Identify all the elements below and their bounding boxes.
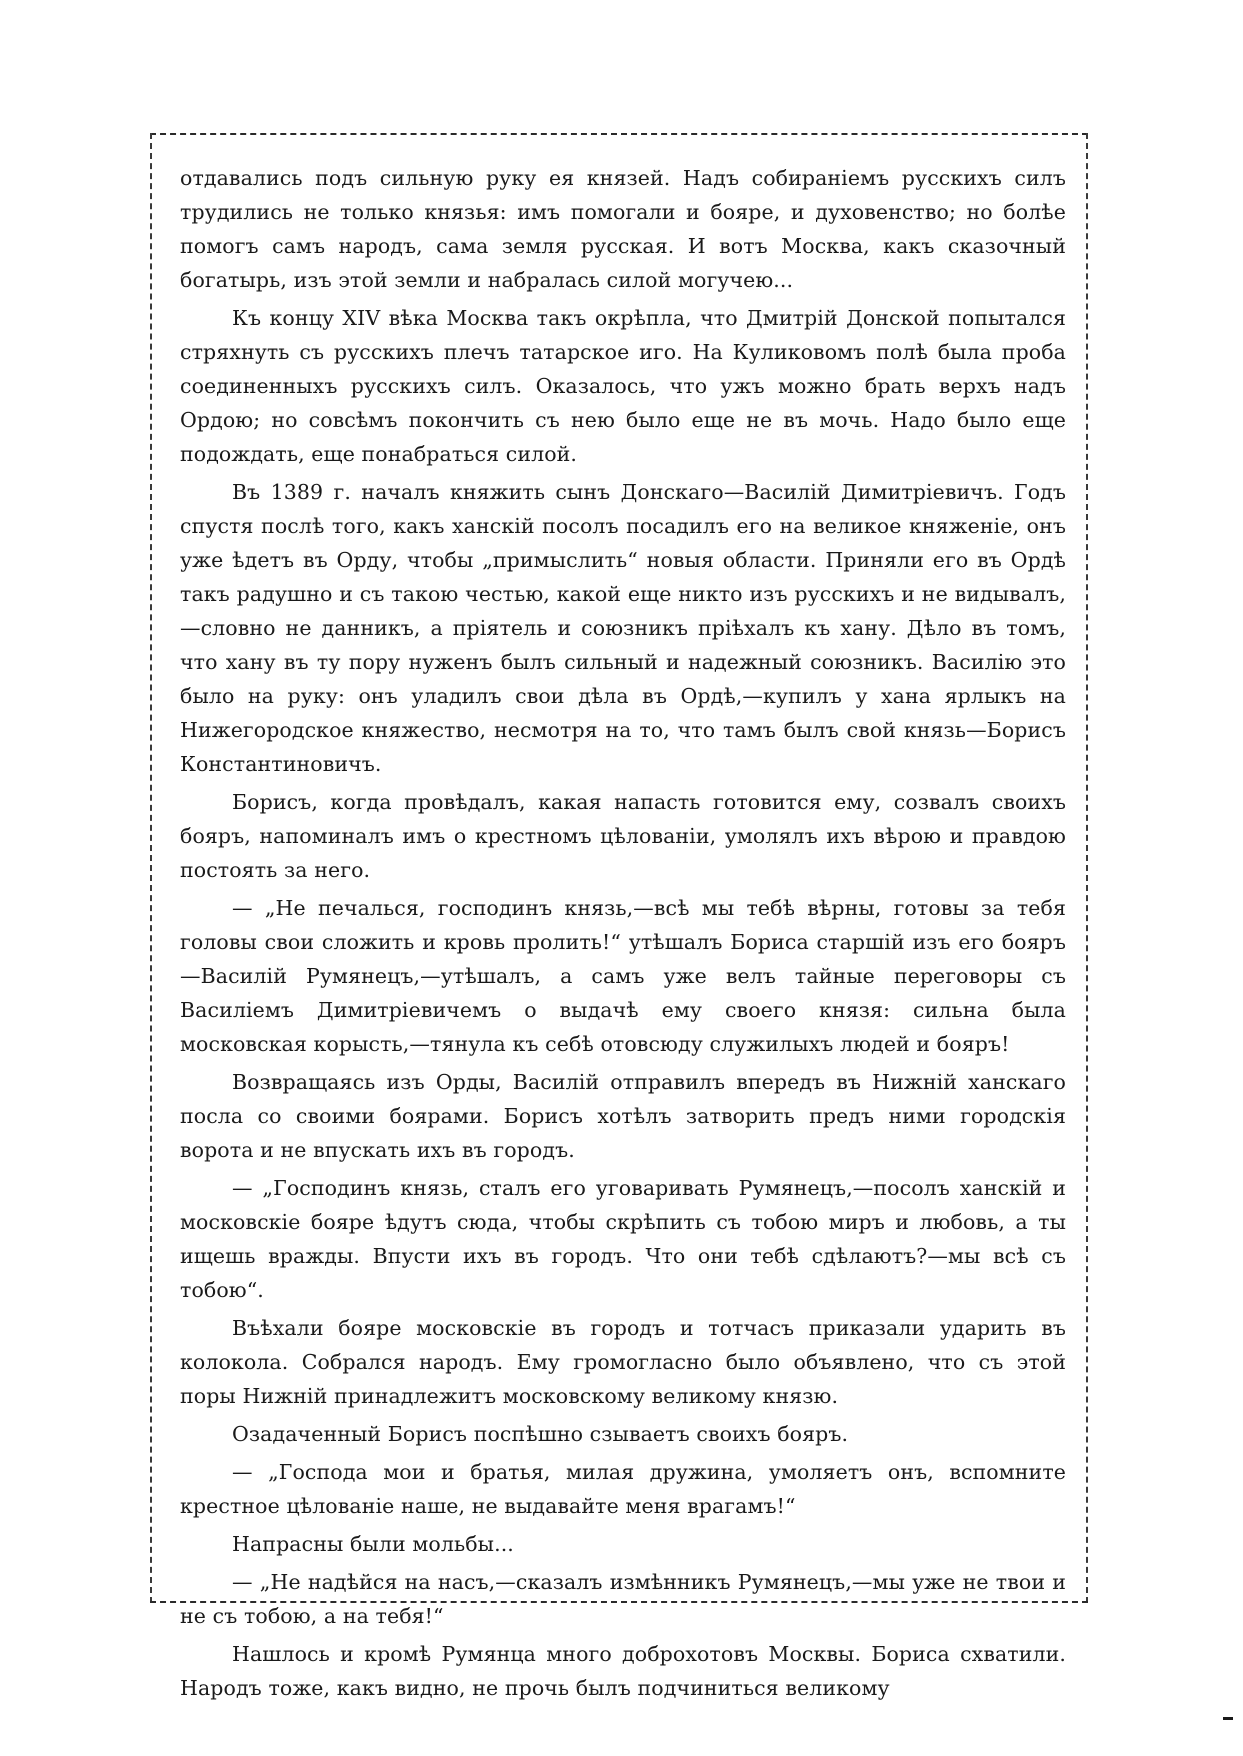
top-dashed-rule	[150, 133, 1088, 135]
page-frame	[150, 133, 1088, 1700]
paragraph-3: Въ 1389 г. началъ княжить сынъ Донскаго—Василій Димитріевичъ. Годъ спустя послѣ того, какъ ханскій посолъ посадилъ его на великое княженіе, онъ уже ѣдетъ въ Орду, чтобы „примыслить“ новыя области. Приняли его въ Ордѣ такъ радушно и съ такою честью, какой еще никто изъ русскихъ и не видывалъ,—словно не данникъ, а пріятель и союзникъ пріѣхалъ къ хану. Дѣло въ томъ, что хану въ ту пору нуженъ былъ сильный и надежный союзникъ. Василію это было на руку: онъ уладилъ свои дѣла въ Ордѣ,—купилъ у хана ярлыкъ на Нижегородское княжество, несмотря на то, что тамъ былъ свой князь—Борисъ Константиновичъ.	[180, 480, 1066, 776]
paragraph-1: отдавались подъ сильную руку ея князей. Надъ собираніемъ русскихъ силъ трудились не только князья: имъ помогали и бояре, и духовенство; но болѣе помогъ самъ народъ, сама земля русская. И вотъ Москва, какъ сказочный богатырь, изъ этой земли и набралась силой могучею...	[180, 166, 1066, 292]
bottom-dashed-rule	[150, 1601, 1088, 1603]
paragraph-4: Борисъ, когда провѣдалъ, какая напасть готовится ему, созвалъ своихъ бояръ, напоминалъ имъ о крестномъ цѣлованіи, умолялъ ихъ вѣрою и правдою постоять за него.	[180, 790, 1066, 882]
paragraph-13: Нашлось и кромѣ Румянца много доброхотовъ Москвы. Бориса схватили. Народъ тоже, какъ видно, не прочь былъ подчиниться великому	[180, 1642, 1066, 1700]
left-dashed-rule	[150, 133, 152, 1603]
paragraph-7: — „Господинъ князь, сталъ его уговаривать Румянецъ,—посолъ ханскій и московскіе бояре ѣдутъ сюда, чтобы скрѣпить съ тобою миръ и любовь, а ты ищешь вражды. Впусти ихъ въ городъ. Что они тебѣ сдѣлаютъ?—мы всѣ съ тобою“.	[180, 1176, 1066, 1302]
paragraph-9: Озадаченный Борисъ поспѣшно сзываетъ своихъ бояръ.	[232, 1422, 849, 1446]
paragraph-8: Въѣхали бояре московскіе въ городъ и тотчасъ приказали ударить въ колокола. Собрался народъ. Ему громогласно было объявлено, что съ этой поры Нижній принадлежитъ московскому великому князю.	[180, 1316, 1066, 1408]
right-dashed-rule	[1086, 133, 1088, 1603]
paragraph-11: Напрасны были мольбы...	[232, 1532, 514, 1556]
body-text	[180, 161, 1066, 1709]
paragraph-5: — „Не печалься, господинъ князь,—всѣ мы тебѣ вѣрны, готовы за тебя головы свои сложить и кровь пролить!“ утѣшалъ Бориса старшій изъ его бояръ—Василій Румянецъ,—утѣшалъ, а самъ уже велъ тайные переговоры съ Василіемъ Димитріевичемъ о выдачѣ ему своего князя: сильна была московская корысть,—тянула къ себѣ отовсюду служилыхъ людей и бояръ!	[180, 896, 1066, 1056]
margin-mark	[1223, 1717, 1233, 1720]
paragraph-2: Къ концу XIV вѣка Москва такъ окрѣпла, что Дмитрій Донской попытался стряхнуть съ русскихъ плечъ татарское иго. На Куликовомъ полѣ была проба соединенныхъ русскихъ силъ. Оказалось, что ужъ можно брать верхъ надъ Ордою; но совсѣмъ покончить съ нею было еще не въ мочь. Надо было еще подождать, еще понабраться силой.	[180, 306, 1066, 466]
paragraph-6: Возвращаясь изъ Орды, Василій отправилъ впередъ въ Нижній ханскаго посла со своими боярами. Борисъ хотѣлъ затворить предъ ними городскія ворота и не впускать ихъ въ городъ.	[180, 1070, 1066, 1162]
paragraph-12: — „Не надѣйся на насъ,—сказалъ измѣнникъ Румянецъ,—мы уже не твои и не съ тобою, а на тебя!“	[180, 1570, 1066, 1628]
paragraph-10: — „Господа мои и братья, милая дружина, умоляетъ онъ, вспомните крестное цѣлованіе наше, не выдавайте меня врагамъ!“	[180, 1460, 1066, 1518]
